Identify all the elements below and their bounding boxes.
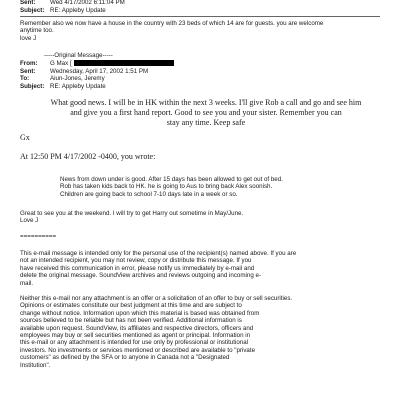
subject-row — [20, 7, 106, 14]
header-rule — [20, 16, 380, 17]
sent-label: Sent: — [20, 0, 36, 6]
to-value: Aiun-Jones, Jeremy — [50, 75, 105, 82]
rule-line: ========== — [20, 233, 57, 240]
orig-sent-label: Sent: — [20, 67, 36, 75]
quoted-body: News from down under is good. After 15 days has been allowed to get out of bed. Rob has taken kids back to HK. he is going to Aus to bring back Alex soonish. Children are going back to school 7-10 days late in a week or so. — [60, 176, 283, 198]
orig-sent-value: Wednesday, April 17, 2002 1:51 PM — [50, 67, 149, 75]
subject-value: RE: Appleby Update — [50, 6, 106, 14]
redaction-block — [74, 60, 174, 66]
from-label: From: — [20, 60, 38, 67]
orig-subject-value: RE: Appleby Update — [50, 82, 106, 90]
sent-value: Wed 4/17/2002 6:11:04 PM — [50, 0, 125, 6]
wrote-line: At 12:50 PM 4/17/2002 -0400, you wrote: — [20, 152, 156, 161]
from-value: G Max [ — [50, 60, 72, 67]
orig-sent-row — [20, 68, 148, 75]
top-body: Remember also we now have a house in the country with 23 beds of which 14 are for guests. you are welcome anytime too. love J — [20, 20, 324, 42]
original-body: What good news. I will be in HK within the next 3 weeks. I'll give Rob a call and go and see him and give you a first hand report. Good to see you and your sister. Remember you can stay any time. Keep safe — [50, 98, 362, 127]
quoted-reply: Great to see you at the weekend. I will try to get Harry out sometime in May/June. Love J — [20, 210, 244, 225]
orig-subject-label: Subject: — [20, 82, 45, 90]
from-row — [20, 60, 174, 67]
signature: Gx — [20, 133, 30, 142]
orig-subject-row — [20, 83, 106, 90]
disclaimer-p1: This e-mail message is intended only for the personal use of the recipient(s) named above. If you are not an intended recipient, you may not review, copy or distribute this message. If you have received this communication in error, please notify us immediately by e-mail and delete the original message. SoundView archives and reviews outgoing and incoming e- mail. — [20, 250, 297, 287]
disclaimer-p2: Neither this e-mail nor any attachment is an offer or a solicitation of an offer to buy or sell securities. Opinions or estimates constitute our best judgment at this time and are subject to change without notice. Information upon which this material is based was obtained from sources believed to be reliable but has not been verified. Additional information is available upon request. SoundView, its affiliates and respective directors, officers and employees may buy or sell securities mentioned as agent or principal. Information in this e-mail or any attachment is intended for use only by professional or institutional investors. No investments or services mentioned or described are available to "private customers" as defined by the SFA or to anyone in Canada not a "Designated Institution". — [20, 295, 293, 369]
subject-label: Subject: — [20, 6, 45, 14]
to-label: To: — [20, 75, 30, 82]
sent-row — [20, 0, 125, 6]
original-separator: -----Original Message----- — [44, 52, 113, 59]
to-row — [20, 75, 105, 82]
